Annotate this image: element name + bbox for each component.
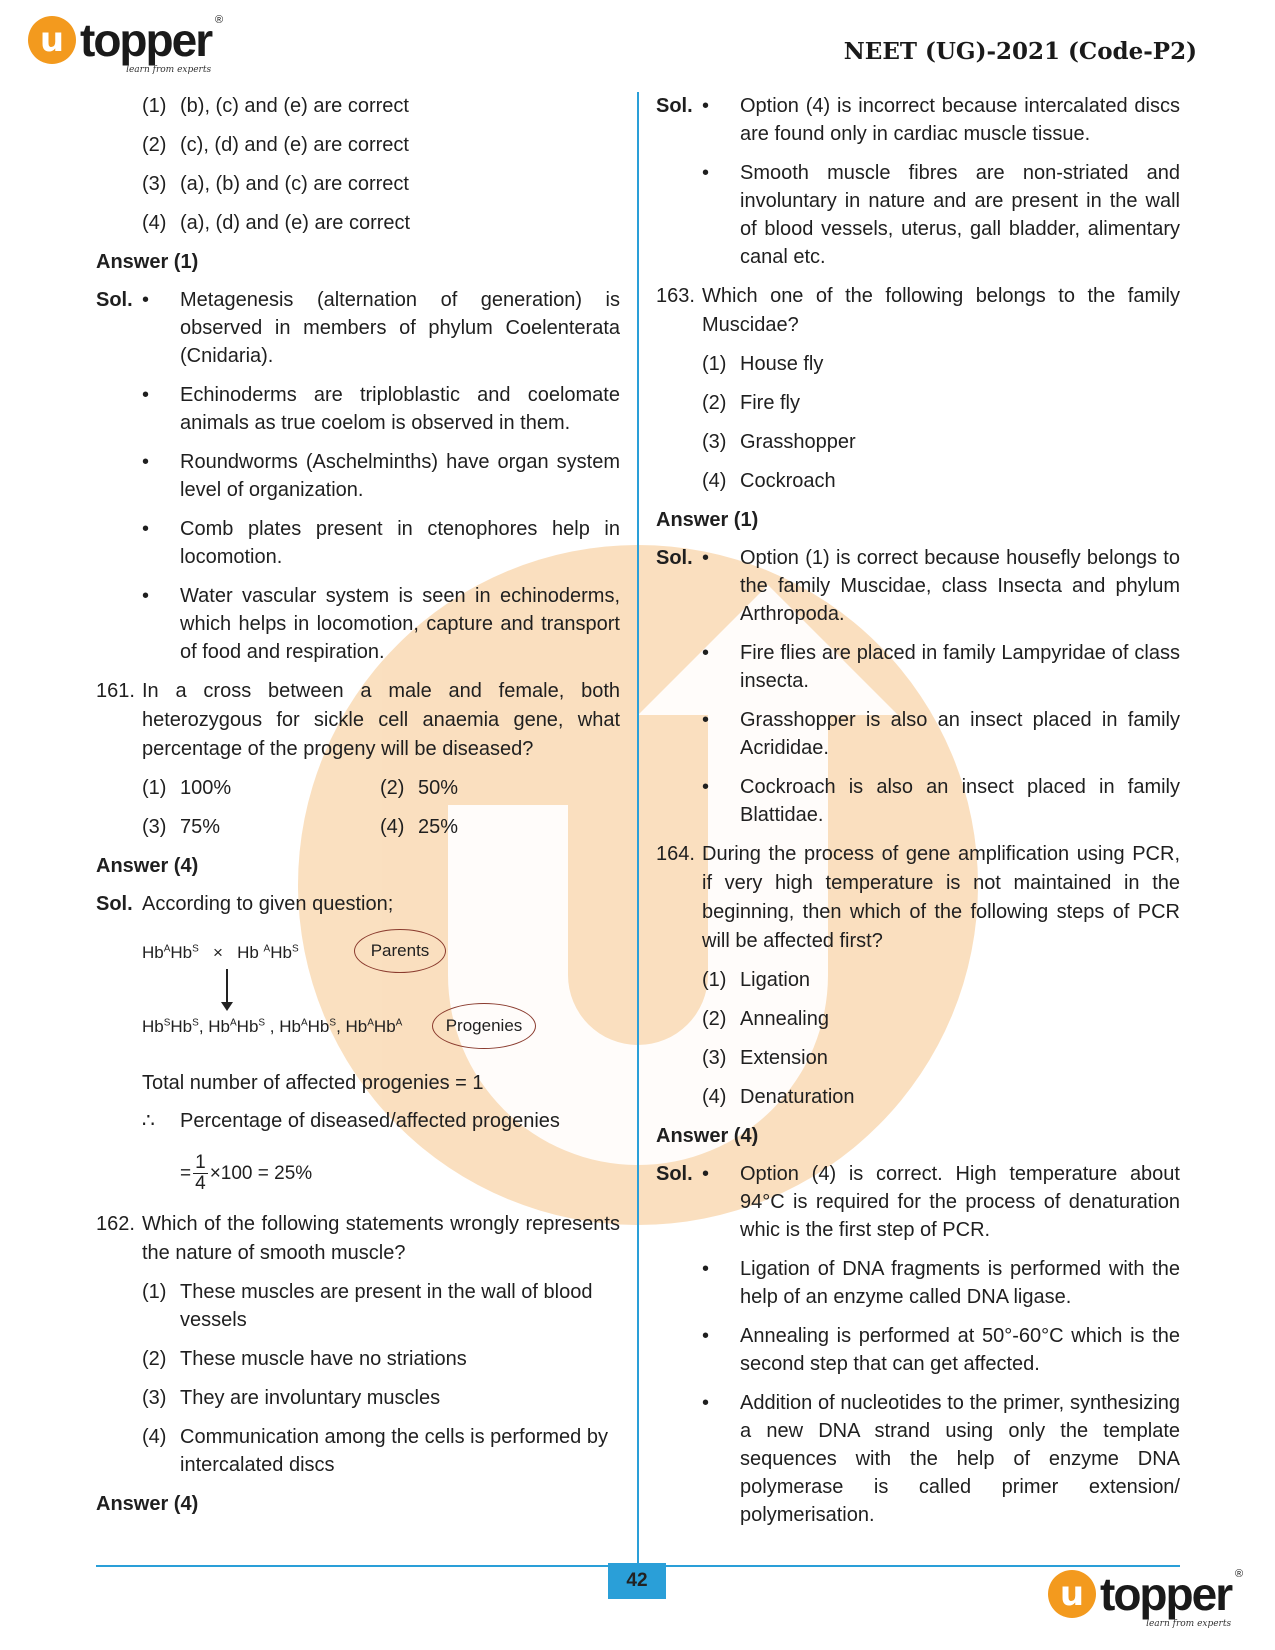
- option-number: (3): [142, 1387, 167, 1409]
- sol-text: Metagenesis (alternation of generation) is observed in members of phylum Coelenterata (Cnidaria).: [180, 289, 620, 367]
- option-text: Cockroach: [740, 470, 836, 492]
- bullet-icon: •: [142, 518, 150, 540]
- q161-text: In a cross between a male and female, both heterozygous for sickle cell anaemia gene, what percentage of the progeny will be diseased?: [142, 680, 620, 760]
- option-number: (1): [702, 353, 727, 375]
- q162-solution: [656, 92, 1180, 271]
- option-text: Annealing: [740, 1008, 829, 1030]
- q164-option: [702, 1083, 1180, 1111]
- option-text: Denaturation: [740, 1086, 855, 1108]
- sol-text: Ligation of DNA fragments is performed with the help of an enzyme called DNA ligase.: [740, 1258, 1180, 1308]
- q160-sol-item: [96, 286, 620, 370]
- q162-option: [142, 1345, 620, 1373]
- q164-option: [702, 966, 1180, 994]
- sol-label: Sol.: [96, 289, 133, 311]
- affected-progenies-line: Total number of affected progenies = 1: [142, 1072, 484, 1094]
- sol-text: Water vascular system is seen in echinoderms, which helps in locomotion, capture and transport of food and respiration.: [180, 585, 620, 663]
- option-number: (3): [142, 173, 167, 195]
- bullet-icon: •: [702, 547, 710, 569]
- option-number: (3): [142, 816, 167, 838]
- q163-option: [702, 428, 1180, 456]
- bullet-icon: •: [142, 384, 150, 406]
- bullet-icon: •: [702, 1392, 710, 1414]
- q162-answer: Answer (4): [96, 1493, 199, 1515]
- column-divider: [637, 92, 639, 1567]
- sol-text: Option (4) is correct. High temperature about 94°C is required for the process of denaturation whic is the first step of PCR.: [740, 1163, 1180, 1241]
- bullet-icon: •: [142, 451, 150, 473]
- q164-answer: Answer (4): [656, 1125, 759, 1147]
- bullet-icon: •: [142, 289, 150, 311]
- logo-tagline: learn from experts: [126, 65, 212, 75]
- q163-sol-item: [702, 773, 1180, 829]
- option-text: Communication among the cells is performed by intercalated discs: [180, 1426, 608, 1476]
- option-text: (a), (d) and (e) are correct: [180, 212, 411, 234]
- right-column: [656, 92, 1180, 1540]
- option-text: Ligation: [740, 969, 811, 991]
- option-number: (4): [142, 212, 167, 234]
- q162-option: [142, 1384, 620, 1412]
- option-number: (2): [142, 1348, 167, 1370]
- topper-logo: [28, 14, 224, 75]
- sol-label: Sol.: [656, 547, 693, 569]
- q164-option: [702, 1005, 1180, 1033]
- option-number: (1): [142, 95, 167, 117]
- left-column: [96, 92, 620, 1528]
- q164-text: During the process of gene amplification using PCR, if very high temperature is not maintained in the beginning, then which of the following steps of PCR will be affected first?: [702, 843, 1180, 952]
- q161-answer: Answer (4): [96, 855, 199, 877]
- bullet-icon: •: [702, 162, 710, 184]
- q162-sol-item: [702, 159, 1180, 271]
- option-number: (4): [380, 816, 405, 838]
- q164-option: [702, 1044, 1180, 1072]
- progeny-genotypes: $Hb^SHb^S$, $Hb^AHb^S$ , $Hb^AHb^S$, $Hb^AHb^A$: [142, 1017, 403, 1036]
- fraction: [193, 1153, 208, 1194]
- logo-u-icon: u: [1048, 1570, 1096, 1618]
- bullet-icon: •: [702, 1163, 710, 1185]
- q160-sol-item: [142, 515, 620, 571]
- q163-text: Which one of the following belongs to the family Muscidae?: [702, 285, 1180, 336]
- fraction-numerator: 1: [195, 1152, 206, 1173]
- option-text: 50%: [418, 777, 459, 799]
- bullet-icon: •: [702, 1325, 710, 1347]
- option-number: (4): [142, 1426, 167, 1448]
- q164-sol-item: [702, 1255, 1180, 1311]
- option-text: Grasshopper: [740, 431, 856, 453]
- q163-option: [702, 467, 1180, 495]
- percentage-line: [142, 1107, 620, 1135]
- option-number: (3): [702, 431, 727, 453]
- sol-text: Option (4) is incorrect because intercalated discs are found only in cardiac muscle tissue.: [740, 95, 1180, 145]
- logo-text: topper: [80, 14, 212, 66]
- calc-equals: =: [180, 1162, 192, 1184]
- q163-option: [702, 389, 1180, 417]
- q163-answer: Answer (1): [656, 509, 759, 531]
- progenies-oval: Progenies: [432, 1003, 536, 1049]
- q163-question: [656, 282, 1180, 340]
- q163-sol-item: [702, 706, 1180, 762]
- logo-wordmark: [1100, 1568, 1244, 1629]
- q163-option: [702, 350, 1180, 378]
- q164-sol-item: [656, 1160, 1180, 1244]
- exam-title: NEET (UG)-2021 (Code-P2): [843, 38, 1197, 65]
- q162-option: [142, 1278, 620, 1334]
- sol-label: Sol.: [656, 95, 693, 117]
- q161-question: [96, 677, 620, 764]
- option-text: These muscle have no striations: [180, 1348, 467, 1370]
- sol-text: Comb plates present in ctenophores help in locomotion.: [180, 518, 620, 568]
- percentage-calculation: [180, 1153, 620, 1194]
- sol-text: Grasshopper is also an insect placed in family Acrididae.: [740, 709, 1180, 759]
- option-text: Fire fly: [740, 392, 800, 414]
- sol-text: Echinoderms are triploblastic and coelomate animals as true coelom is observed in them.: [180, 384, 620, 434]
- option-number: (2): [702, 1008, 727, 1030]
- q161-options: [142, 774, 620, 841]
- option-number: (4): [702, 1086, 727, 1108]
- option-text: 75%: [180, 816, 221, 838]
- option-text: (c), (d) and (e) are correct: [180, 134, 409, 156]
- registered-mark: ®: [215, 14, 224, 26]
- topper-logo-footer: [1048, 1568, 1244, 1629]
- sol-text: Fire flies are placed in family Lampyridae of class insecta.: [740, 642, 1180, 692]
- q161-option: [380, 813, 618, 841]
- option-text: Extension: [740, 1047, 828, 1069]
- q164-question: [656, 840, 1180, 956]
- option-text: They are involuntary muscles: [180, 1387, 441, 1409]
- option-number: (1): [702, 969, 727, 991]
- sol-text: Roundworms (Aschelminths) have organ system level of organization.: [180, 451, 620, 501]
- q160-sol-item: [142, 448, 620, 504]
- option-number: (1): [142, 777, 167, 799]
- option-number: (2): [702, 392, 727, 414]
- q163-options: [656, 350, 1180, 495]
- q160-option: [142, 209, 620, 237]
- bullet-icon: •: [702, 95, 710, 117]
- option-text: 25%: [418, 816, 459, 838]
- genetic-cross-diagram: [142, 929, 620, 1069]
- q162-sol-item: [656, 92, 1180, 148]
- option-number: (2): [142, 134, 167, 156]
- bullet-icon: •: [702, 776, 710, 798]
- option-text: (b), (c) and (e) are correct: [180, 95, 409, 117]
- q162-question: [96, 1210, 620, 1268]
- fraction-denominator: 4: [195, 1173, 206, 1194]
- sol-text: Smooth muscle fibres are non-striated and involuntary in nature and are present in the wall of blood vessels, uterus, gall bladder, alimentary canal etc.: [740, 162, 1180, 268]
- q164-sol-item: [702, 1322, 1180, 1378]
- sol-text: Option (1) is correct because housefly belongs to the family Muscidae, class Insecta and phylum Arthropoda.: [740, 547, 1180, 625]
- bullet-icon: •: [702, 709, 710, 731]
- q163-sol-item: [702, 639, 1180, 695]
- therefore-symbol: ∴: [142, 1110, 155, 1132]
- q163-sol-item: [656, 544, 1180, 628]
- logo-u-icon: u: [28, 16, 76, 64]
- q162-options: [96, 1278, 620, 1479]
- q161-solution: [96, 890, 620, 918]
- option-number: (2): [380, 777, 405, 799]
- q160-option: [142, 92, 620, 120]
- page-number: 42: [608, 1563, 666, 1599]
- bullet-icon: •: [702, 1258, 710, 1280]
- down-arrow-icon: [226, 969, 228, 1009]
- q161-option: [380, 774, 618, 802]
- q160-option: [142, 131, 620, 159]
- calc-result: ×100 = 25%: [209, 1162, 313, 1184]
- registered-mark: ®: [1235, 1568, 1244, 1580]
- option-text: 100%: [180, 777, 232, 799]
- logo-text: topper: [1100, 1568, 1232, 1620]
- q161-number: 161.: [96, 680, 135, 702]
- q163-solution: [656, 544, 1180, 829]
- q160-sol-item: [142, 582, 620, 666]
- q161-sol-intro: According to given question;: [142, 893, 394, 915]
- sol-label: Sol.: [656, 1163, 693, 1185]
- q162-number: 162.: [96, 1213, 135, 1235]
- sol-label: Sol.: [96, 893, 133, 915]
- sol-text: Addition of nucleotides to the primer, synthesizing a new DNA strand using only the template sequences with the help of enzyme DNA polymerase is called primer extension/ polymerisation.: [740, 1392, 1180, 1526]
- q160-solution: [96, 286, 620, 666]
- sol-text: Cockroach is also an insect placed in family Blattidae.: [740, 776, 1180, 826]
- parents-oval: Parents: [354, 929, 446, 973]
- option-number: (1): [142, 1281, 167, 1303]
- option-text: House fly: [740, 353, 824, 375]
- logo-tagline: learn from experts: [1146, 1619, 1232, 1629]
- option-number: (3): [702, 1047, 727, 1069]
- q160-option: [142, 170, 620, 198]
- q160-options: [96, 92, 620, 237]
- q160-sol-item: [142, 381, 620, 437]
- q164-sol-item: [702, 1389, 1180, 1529]
- q162-text: Which of the following statements wrongly represents the nature of smooth muscle?: [142, 1213, 620, 1264]
- q163-number: 163.: [656, 285, 695, 307]
- q164-options: [656, 966, 1180, 1111]
- option-text: These muscles are present in the wall of blood vessels: [180, 1281, 593, 1331]
- cross-sign: ×: [212, 943, 223, 962]
- q161-option: [142, 813, 380, 841]
- q162-option: [142, 1423, 620, 1479]
- option-text: (a), (b) and (c) are correct: [180, 173, 409, 195]
- percentage-text: Percentage of diseased/affected progenies: [180, 1110, 560, 1132]
- parents-genotypes: $Hb^AHb^S$ × Hb $^AHb^S$: [142, 943, 299, 962]
- logo-wordmark: [80, 14, 224, 75]
- sol-text: Annealing is performed at 50°-60°C which is the second step that can get affected.: [740, 1325, 1180, 1375]
- q164-solution: [656, 1160, 1180, 1529]
- bullet-icon: •: [702, 642, 710, 664]
- q160-answer: Answer (1): [96, 251, 199, 273]
- option-number: (4): [702, 470, 727, 492]
- bullet-icon: •: [142, 585, 150, 607]
- q161-option: [142, 774, 380, 802]
- q164-number: 164.: [656, 843, 695, 865]
